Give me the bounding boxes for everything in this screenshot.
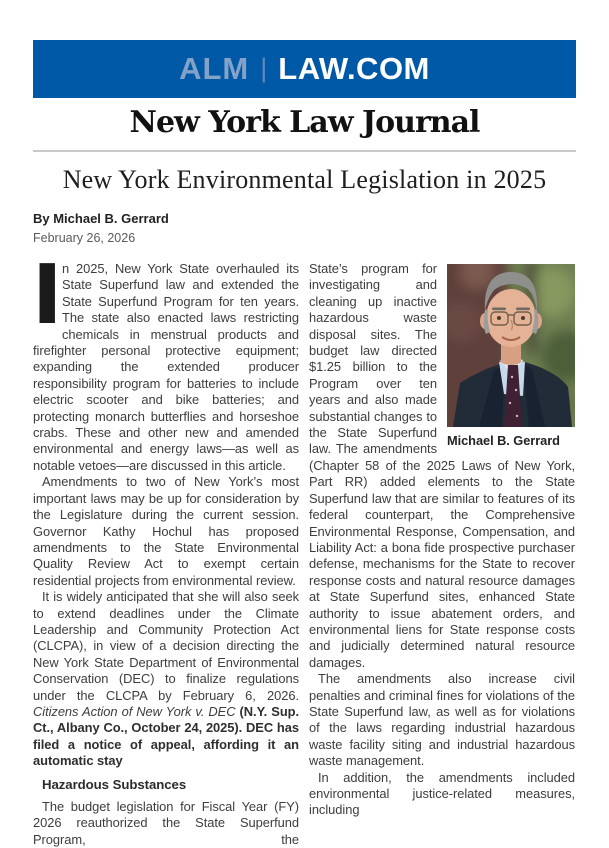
left-column [32,248,299,848]
paragraph: The budget legislation for Fiscal Year (FY) 2026 reauthorized the State Superfund Program, the [33,799,299,847]
paragraph-text: n 2025, New York State overhauled its State Superfund law and extended the State Superfund Program for ten years. The state also enacted laws restricting chemicals in menstrual products and firefighter personal protective equipment; expanding the extended producer responsibility program for batteries to include electric scooter and bike batteries; and protecting monarch butterflies and horseshoe crabs. These and other new and amended environmental and energy laws—as well as notable vetoes—are discussed in this article. [33,261,299,473]
right-column [309,261,575,848]
lawcom-logo: LAW.COM [278,51,430,86]
section-heading: Hazardous Substances [42,776,187,792]
lawcom-header-bar [33,40,576,98]
article-byline: By Michael B. Gerrard [33,211,169,226]
newspaper-masthead: New York Law Journal [129,105,480,140]
case-citation-italic: Citizens Action of New York v. DEC [33,703,236,719]
divider-rule [33,150,576,152]
logo-separator: | [260,52,268,83]
paragraph: State’s program for investigating and cleaning up inactive hazardous waste disposal sites. The budget law directed $1.25 billion to the Program over ten years and also made substantial changes to the State Superfund law. The amendments (Chapter 58 of the 2025 Laws of New York, Part RR) added elements to the State Superfund law that are similar to features of its federal counterpart, the Comprehensive Environmental Response, Compensation, and Liability Act: a bona fide prospective purchaser defense, mechanisms for the State to recover response costs and natural resource damages at State Superfund sites, enhanced State authority to issue abatement orders, and environmental liens for State response costs and judicially determined natural resource damages. [309,261,575,670]
author-photo-figure [447,264,575,448]
photo-caption: Michael B. Gerrard [447,433,560,448]
paragraph: In addition, the amendments included environmental justice-related measures, including [309,769,575,818]
alm-logo: ALM [179,51,250,86]
paragraph-text: It is widely anticipated that she will also seek to extend deadlines under the Climate Leadership and Community Protection Act (CLCPA), in view of a decision directing the New York State Department of Environmental Conservation (DEC) to finalize regulations under the CLCPA by February 6, 2026. [33,589,299,703]
article-date: February 26, 2026 [33,231,136,245]
dropcap-letter: I [32,248,63,343]
article-page [0,40,609,847]
article-title: New York Environmental Legislation in 2025 [62,165,547,194]
author-photo [447,264,575,427]
article-body [32,248,576,848]
paragraph: The amendments also increase civil penalties and criminal fines for violations of the State Superfund law, as well as for violations of the laws regarding industrial hazardous waste facility siting and industrial hazardous waste management. [309,671,575,769]
citation-bold: (N.Y. Sup. Ct., Albany Co., October 24, 2025). DEC has filed a notice of appeal, affording it an automatic stay [33,703,299,769]
paragraph-with-citation [33,589,299,769]
paragraph: Amendments to two of New York’s most important laws may be up for consideration by the Legislature during the current session. Governor Kathy Hochul has proposed amendments to the State Environmental Quality Review Act to exempt certain residential projects from environmental review. [33,474,299,588]
intro-paragraph [32,248,299,474]
